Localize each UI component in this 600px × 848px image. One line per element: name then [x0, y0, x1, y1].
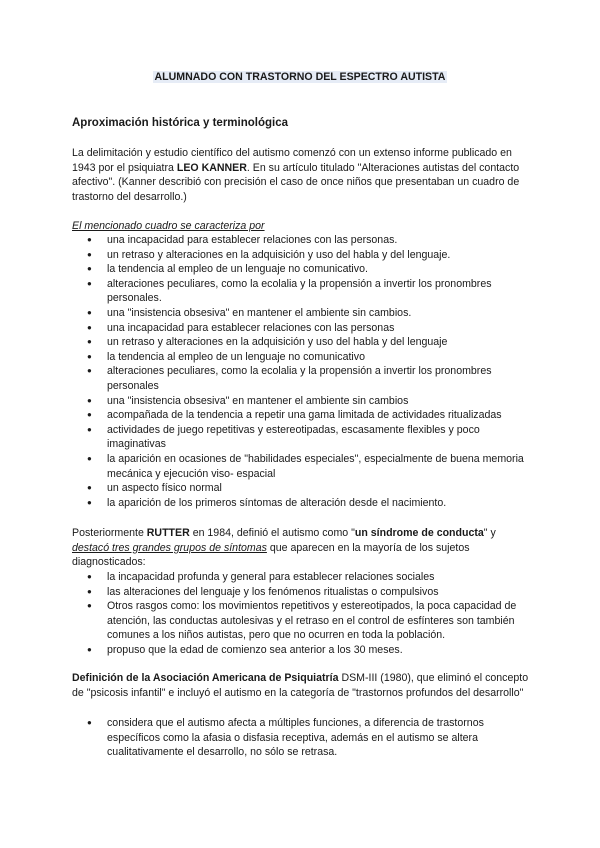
list-item: ● una "insistencia obsesiva" en mantener el ambiente sin cambios.	[72, 306, 532, 321]
list-item: ● alteraciones peculiares, como la ecolalia y la propensión a invertir los pronombres personales	[72, 364, 532, 393]
apa-paragraph	[72, 671, 532, 700]
rutter-text-4: que aparecen en la mayoría de los sujetos diagnosticados:	[72, 541, 470, 569]
intro-text-2: . En su artículo titulado "Alteraciones autistas del contacto afectivo". (Kanner describió con precisión el caso de once niños que presentaban un cuadro de trastorno del desarrollo.)	[72, 161, 520, 203]
rutter-text-3: " y	[483, 527, 496, 539]
list-item: ● un retraso y alteraciones en la adquisición y uso del habla y del lenguaje.	[72, 248, 532, 263]
apa-label: Definición de la Asociación Americana de Psiquiatría	[72, 672, 339, 684]
rutter-text-1: Posteriormente	[72, 527, 147, 539]
intro-paragraph	[72, 146, 532, 204]
list-item: ● la aparición en ocasiones de "habilidades especiales", especialmente de buena memoria mecánica y ejecución viso- espacial	[72, 452, 532, 481]
rutter-text-2: en 1984, definió el autismo como "	[189, 527, 355, 539]
list-item: ● la incapacidad profunda y general para establecer relaciones sociales	[72, 570, 532, 585]
list-item: ● un retraso y alteraciones en la adquisición y uso del habla y del lenguaje	[72, 335, 532, 350]
list-item: ● alteraciones peculiares, como la ecolalia y la propensión a invertir los pronombres personales.	[72, 277, 532, 306]
rutter-emphasis: destacó tres grandes grupos de síntomas	[72, 541, 267, 554]
rutter-list	[72, 570, 532, 658]
apa-text: DSM-III (1980), que eliminó el concepto de "psicosis infantil" e incluyó el autismo en la categoría de "trastornos profundos del desarrollo"	[72, 672, 529, 699]
kanner-name: LEO KANNER	[176, 161, 247, 174]
cuadro-heading: El mencionado cuadro se caracteriza por	[72, 220, 265, 232]
list-item: ● la tendencia al empleo de un lenguaje no comunicativo	[72, 350, 532, 365]
list-item: ● una "insistencia obsesiva" en mantener el ambiente sin cambios	[72, 394, 532, 409]
list-item: ● Otros rasgos como: los movimientos repetitivos y estereotipados, la poca capacidad de atención, las conductas autolesivas y el retraso en el control de esfínteres son también comunes a los niños autistas, pero que no ocurren en toda la población.	[72, 599, 532, 643]
section-heading: Aproximación histórica y terminológica	[72, 117, 288, 129]
list-item: ● las alteraciones del lenguaje y los fenómenos ritualistas o compulsivos	[72, 585, 532, 600]
title-text: ALUMNADO CON TRASTORNO DEL ESPECTRO AUTISTA	[154, 71, 446, 83]
rutter-term: un síndrome de conducta	[354, 527, 484, 539]
list-item: ● propuso que la edad de comienzo sea anterior a los 30 meses.	[72, 643, 532, 658]
list-item: ● actividades de juego repetitivas y estereotipadas, escasamente flexibles y poco imaginativas	[72, 423, 532, 452]
list-item: ● una incapacidad para establecer relaciones con las personas.	[72, 233, 532, 248]
list-item: ● la aparición de los primeros síntomas de alteración desde el nacimiento.	[72, 496, 532, 511]
rutter-paragraph	[72, 526, 532, 570]
list-item: ● acompañada de la tendencia a repetir una gama limitada de actividades ritualizadas	[72, 408, 532, 423]
rutter-name: RUTTER	[146, 527, 190, 539]
cuadro-list	[72, 233, 532, 510]
document-title	[0, 70, 600, 84]
list-item: ● la tendencia al empleo de un lenguaje no comunicativo.	[72, 262, 532, 277]
list-item: ● considera que el autismo afecta a múltiples funciones, a diferencia de trastornos específicos como la afasia o disfasia receptiva, además en el autismo se altera cualitativamente el desarrollo, no sólo se retrasa.	[72, 716, 532, 760]
apa-list	[72, 716, 532, 760]
list-item: ● una incapacidad para establecer relaciones con las personas	[72, 321, 532, 336]
intro-text-1: La delimitación y estudio científico del autismo comenzó con un extenso informe publicado en 1943 por el psiquiatra	[72, 147, 512, 174]
list-item: ● un aspecto físico normal	[72, 481, 532, 496]
